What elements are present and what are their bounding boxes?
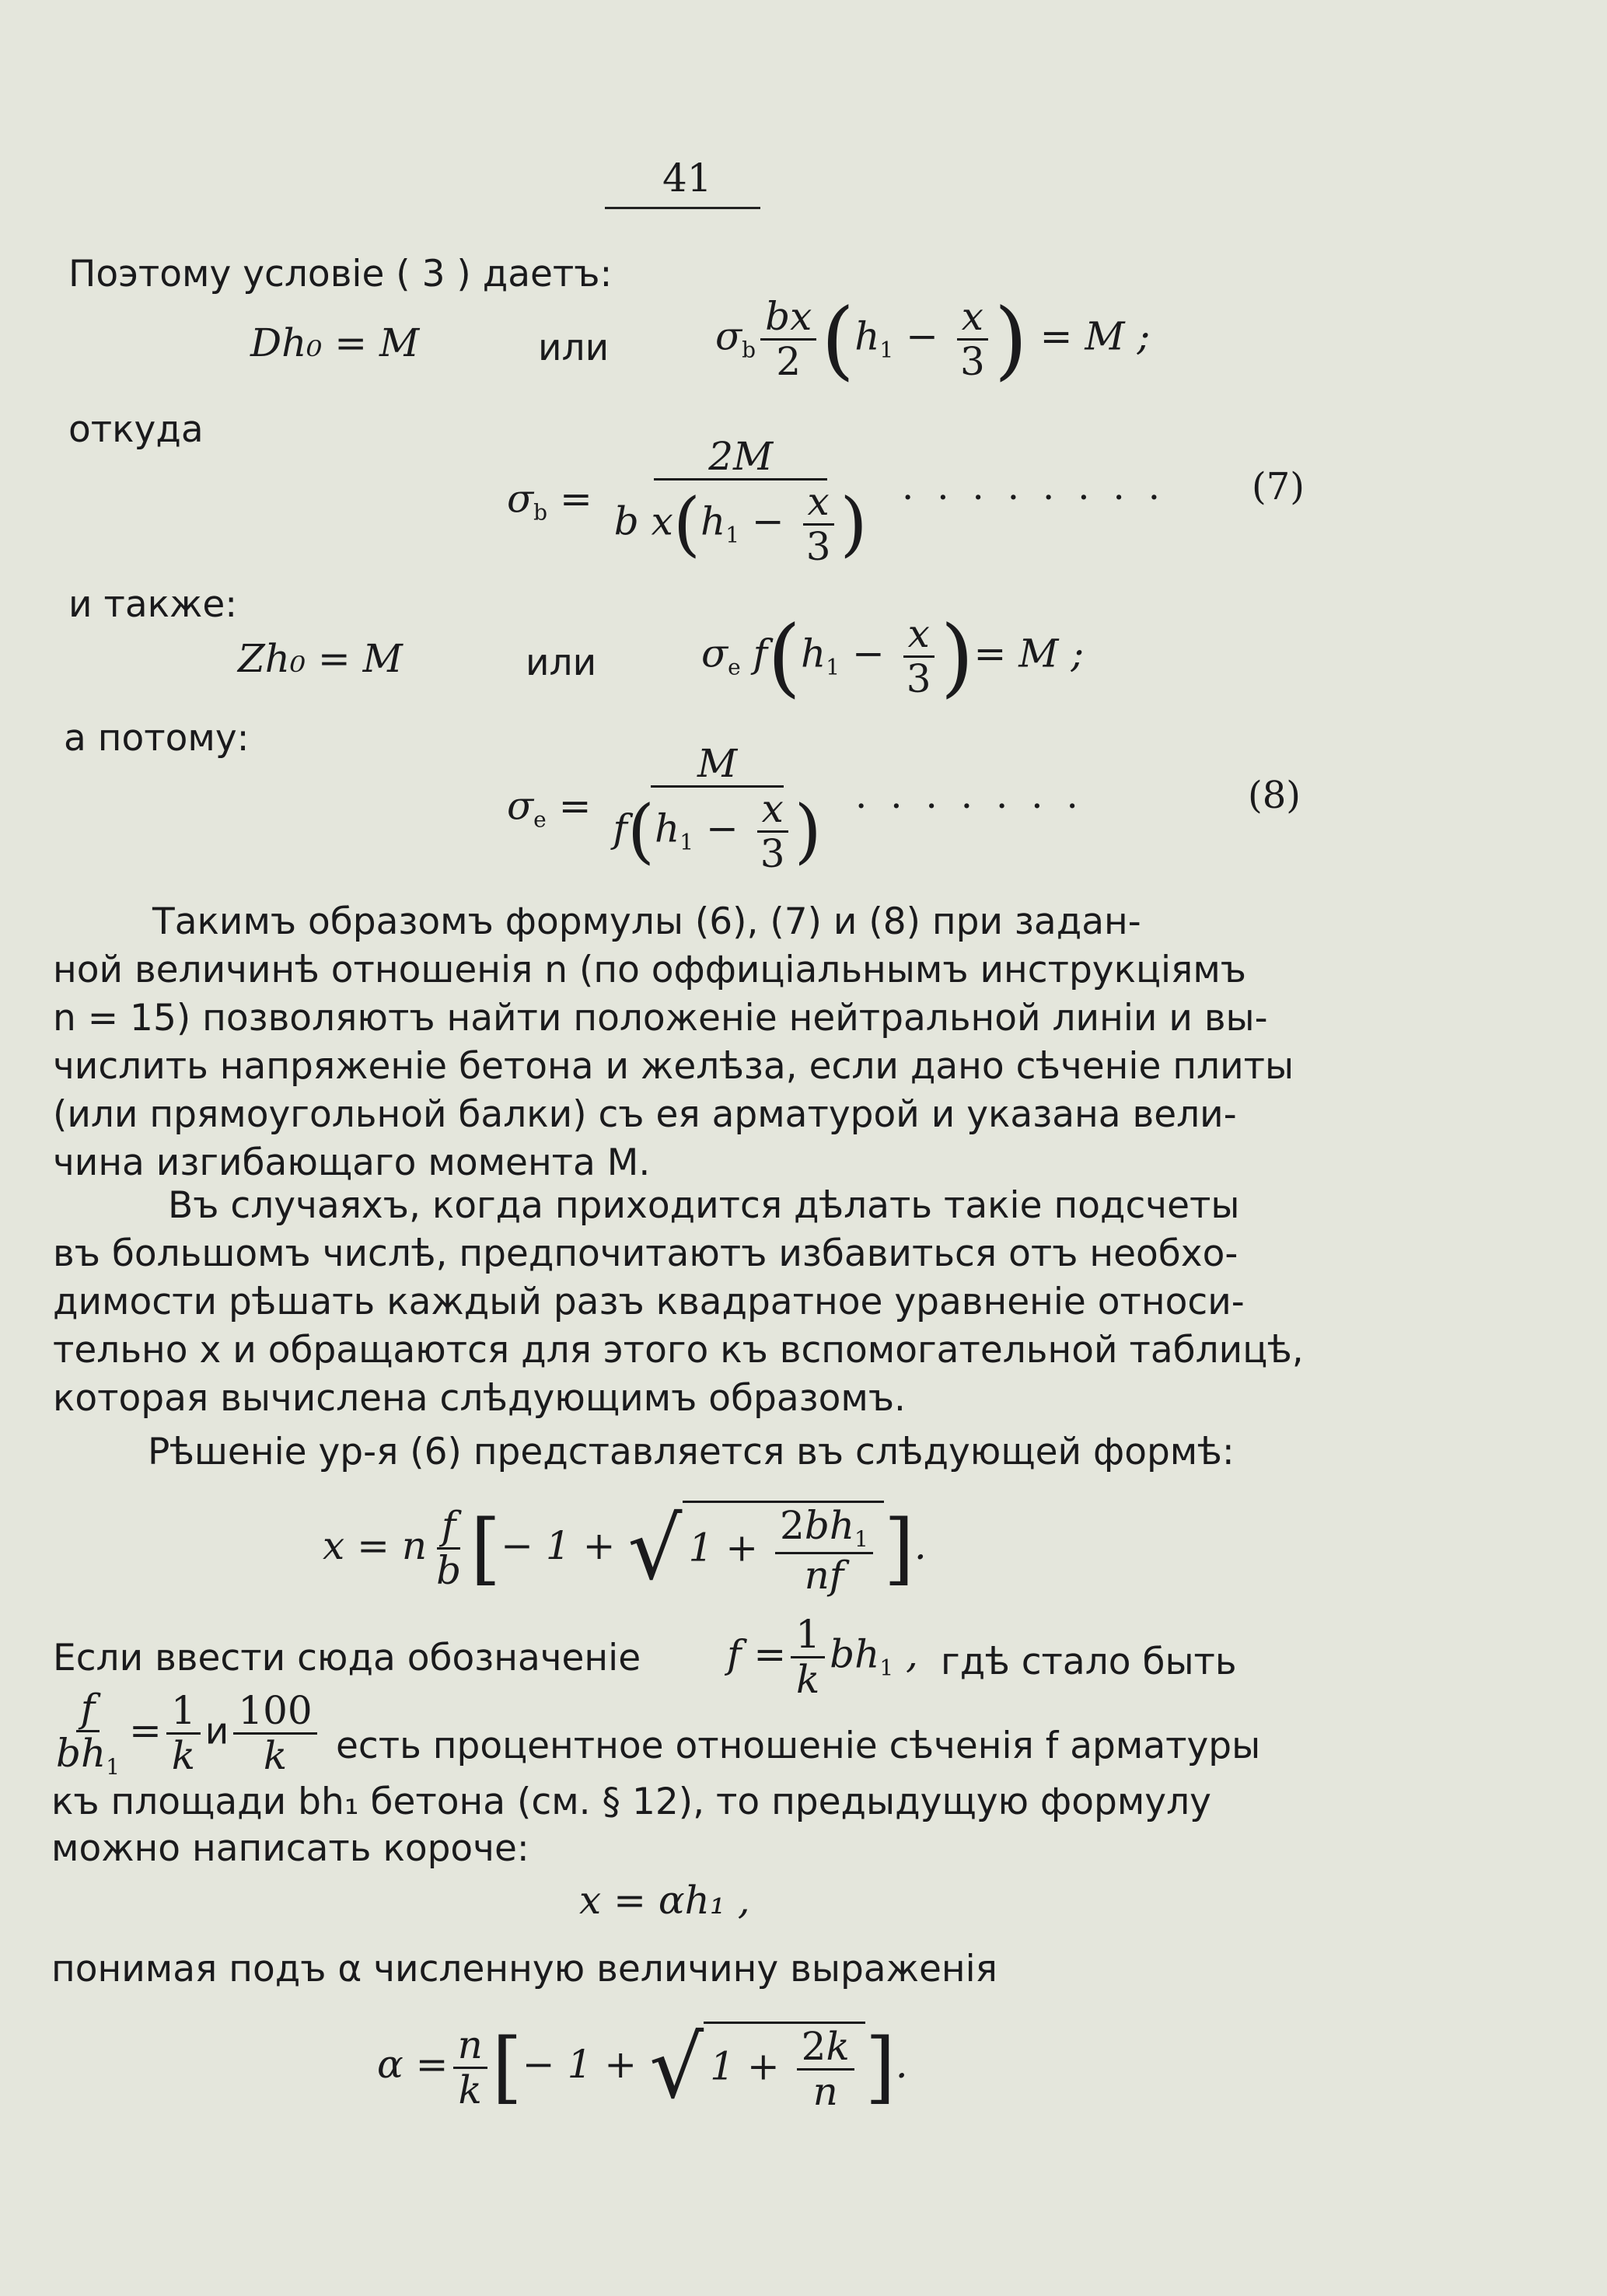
paragraph-line: Въ случаяхъ, когда приходится дѣлать такіе подсчеты [168, 1184, 1240, 1227]
paragraph-line: тельно x и обращаются для этого къ вспомогательной таблицѣ, [53, 1329, 1304, 1372]
text-line: можно написать короче: [51, 1827, 529, 1870]
equation-7: $\sigma_b$ = 2M b $x(h_1$ − $\frac{x}{3}$ ) [507, 434, 868, 569]
paragraph-line: димости рѣшать каждый разъ квадратное уравненіе относи- [53, 1281, 1245, 1323]
paragraph-line: n = 15) позволяютъ найти положеніе нейтральной линіи и вы- [53, 997, 1268, 1040]
equation-zh0: Zh₀ = M [238, 636, 403, 681]
paragraph-3: Рѣшеніе ур-я (6) представляется въ слѣдующей формѣ: [148, 1431, 1235, 1473]
word-otkuda: откуда [68, 408, 204, 451]
paragraph-1 [53, 898, 1297, 1187]
equation-f-definition: f = $\frac{1}{k}$ $bh_1$ , [727, 1612, 918, 1702]
word-ili: или [526, 641, 597, 684]
text-line: понимая подъ α численную величину выраженія [51, 1948, 997, 1990]
text-line: а потому: [64, 717, 250, 760]
eq7-numerator: 2M [654, 435, 827, 481]
paragraph-line: Такимъ образомъ формулы (6), (7) и (8) при задан- [152, 900, 1141, 943]
equation-alpha: α = $\frac{n}{k}$ [− 1 + √ 1 + $\frac{2k}{n}$ ]. [377, 2018, 908, 2117]
equation-x-alpha: x = αh₁ , [579, 1878, 750, 1923]
paragraph-2 [53, 1182, 1304, 1423]
paragraph-line: которая вычислена слѣдующимъ образомъ. [53, 1377, 906, 1420]
text-line: есть процентное отношеніе сѣченія f арматуры [336, 1725, 1261, 1767]
equation-x-solution: x = n $\frac{f}{b}$ [− 1 + √ 1 + $\frac{2bh_1}{nf}$ ]. [323, 1498, 927, 1599]
paragraph-line: (или прямоугольной балки) съ ея арматурой и указана вели- [53, 1093, 1237, 1136]
text-line: гдѣ стало быть [941, 1641, 1237, 1683]
text-line: Если ввести сюда обозначеніе [53, 1637, 641, 1679]
page-number: 41 [662, 156, 712, 201]
leader-dots: ........ [902, 465, 1184, 508]
leader-dots: ....... [855, 774, 1102, 817]
paragraph-line: въ большомъ числѣ, предпочитаютъ избавиться отъ необхо- [53, 1232, 1238, 1275]
equation-sigma-e-moment: $\sigma_e$ $f(h_1$ − $\frac{x}{3}$ )= M ; [701, 606, 1085, 707]
paragraph-line: числить напряженіе бетона и желѣза, если дано сѣченіе плиты [53, 1045, 1294, 1088]
paragraph-line: чина изгибающаго момента M. [53, 1141, 651, 1184]
paragraph-line: ной величинѣ отношенія n (по оффиціальнымъ инструкціямъ [53, 949, 1246, 991]
text-line: къ площади bh₁ бетона (см. § 12), то предыдущую формулу [51, 1781, 1211, 1823]
equation-sigma-b-moment: $\sigma_b$ $\frac{bx}{2}$ ($h_1$ − $\frac{x}{3}$ ) = M ; [715, 289, 1151, 390]
equation-dh0: Dh₀ = M [250, 320, 420, 365]
equation-number-7: (7) [1252, 465, 1305, 508]
text-line: Поэтому условіе ( 3 ) даетъ: [68, 253, 613, 295]
equation-ratio: $\frac{f}{bh_1}$ = $\frac{1}{k}$ и $\frac{100}{k}$ [47, 1687, 322, 1780]
page-number-rule [605, 207, 760, 209]
text-line: и также: [68, 583, 238, 626]
word-ili: или [538, 327, 610, 369]
equation-number-8: (8) [1248, 774, 1301, 817]
eq8-numerator: M [651, 743, 784, 788]
equation-8: $\sigma_e$ = M $f(h_1$ − $\frac{x}{3}$ ) [507, 741, 822, 876]
